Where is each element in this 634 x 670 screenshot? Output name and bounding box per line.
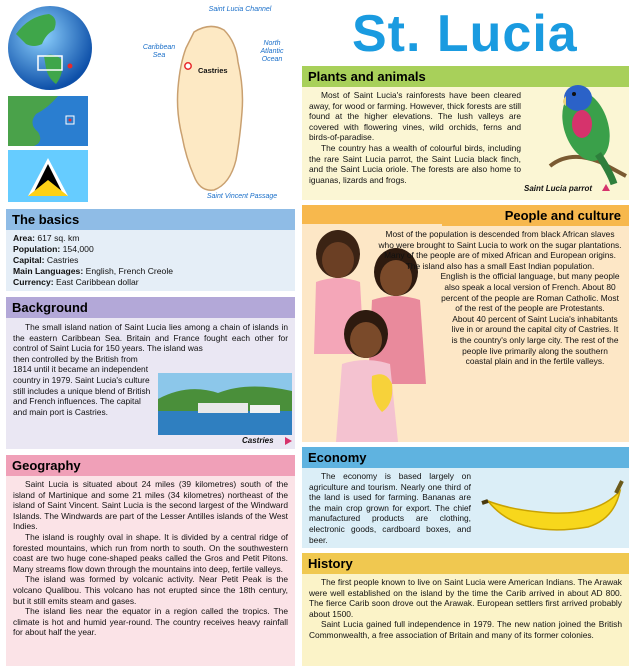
history-section xyxy=(302,553,629,666)
map-label-channel: Saint Lucia Channel xyxy=(208,6,272,13)
map-label-ocean: North Atlantic Ocean xyxy=(260,40,284,63)
geography-paragraph-1: Saint Lucia is situated about 24 miles (39 kilometres) south of the island of Martinique and some 21 miles (34 kilometres) northeast of the island of Saint Vincent. Saint Lucia is the second largest of the Windward Islands. The Windwards are part of the Lesser Antilles islands of the West Indies. xyxy=(13,479,288,532)
economy-heading: Economy xyxy=(302,447,629,468)
parrot-caption-pointer xyxy=(602,184,610,191)
geography-paragraph-4: The island lies near the equator in a region called the tropics. The climate is hot and humid year-round. The country receives heavy rainfall for about half the year. xyxy=(13,606,288,638)
plants-text xyxy=(302,87,528,189)
geography-paragraph-3: The island was formed by volcanic activity. Near Petit Peak is the volcano Qualibou. This volcano has not erupted since the 18th century, but it still emits steam and gases. xyxy=(13,574,288,606)
plants-heading: Plants and animals xyxy=(302,66,629,87)
flag-image xyxy=(8,150,88,202)
banana-image xyxy=(478,461,626,545)
basics-row: Currency: East Caribbean dollar xyxy=(13,277,139,287)
castries-caption-pointer xyxy=(285,437,292,445)
people-paragraph-1: Most of the population is descended from black African slaves who were brought to Saint Lucia to work on the sugar plantations. Many of the people are of mixed African and European origins. The island also has a small East Indian population. xyxy=(378,229,622,271)
economy-text xyxy=(302,468,478,548)
background-paragraph-1a: The small island nation of Saint Lucia lies among a chain of islands in the eastern Caribbean Sea. Britain and France fought each other for control of Saint Lucia for 150 years. The island was xyxy=(13,322,288,354)
plants-paragraph-1: Most of Saint Lucia's rainforests have been cleared away, for wood or farming. However, thick forests are still found at the higher elevations. The lush valleys are covered with flowering vines, wild orchids, ferns and birds-of-paradise. xyxy=(309,90,521,143)
economy-paragraph-1: The economy is based largely on agriculture and tourism. Nearly one third of the land is used for farming. Bananas are the main crop grown for export. The chief manufactured products are clothing, electronic goods, cardboard boxes, and beer. xyxy=(309,471,471,545)
geography-section xyxy=(6,455,295,666)
geography-paragraph-2: The island is roughly oval in shape. It is divided by a central ridge of forested mountains, which run from north to south. On the southwestern coast are two huge cone-shaped peaks called the Gros and Petit Pitons. Many streams flow down through the mountains into deep, fertile valleys. xyxy=(13,531,288,574)
plants-paragraph-2: The country has a wealth of colourful birds, including the rare Saint Lucia parrot, the Saint Lucia black finch, and the Saint Lucia oriole. The forests are also home to iguanas, lizards and frogs. xyxy=(309,142,521,185)
parrot-image xyxy=(530,66,629,186)
basics-row: Capital: Castries xyxy=(13,255,79,265)
history-paragraph-2: Saint Lucia gained full independence in 1979. The new nation joined the British Commonwealth, a free association of Britain and many of its former colonies. xyxy=(309,619,622,640)
geography-heading: Geography xyxy=(6,455,295,476)
basics-row: Population: 154,000 xyxy=(13,244,94,254)
economy-section xyxy=(302,447,629,548)
page-title: St. Lucia xyxy=(352,5,578,63)
background-section xyxy=(6,297,295,449)
people-paragraph-2: English is the official language, but many people also speak a local version of French. About 80 percent of the people are Roman Catholic. Most of the rest of the people are Protestants. xyxy=(440,271,620,314)
region-map xyxy=(8,96,88,146)
map-label-sea: Caribbean Sea xyxy=(142,44,176,59)
people-paragraph-3: About 40 percent of Saint Lucia's inhabitants live in or around the capital city of Castries. It is the country's only large city. The rest of the people live primarily along the southern coastal plain and in the fertile valleys. xyxy=(451,313,619,367)
basics-row: Area: 617 sq. km xyxy=(13,233,80,243)
basics-list xyxy=(6,230,295,291)
castries-caption: Castries xyxy=(242,436,274,445)
castries-photo xyxy=(158,373,292,435)
people-text xyxy=(372,227,628,369)
people-heading: People and culture xyxy=(302,205,629,226)
plants-section xyxy=(302,66,629,200)
basics-heading: The basics xyxy=(6,209,295,230)
basics-row: Main Languages: English, French Creole xyxy=(13,266,174,276)
island-map xyxy=(140,8,300,204)
background-paragraph-1b: then controlled by the British from 1814 until it became an independent country in 1979. Saint Lucia's culture still includes a unique blend of British and French influences. The capital and main port is Castries. xyxy=(13,353,151,417)
basics-section xyxy=(6,209,295,291)
globe-image xyxy=(4,4,96,92)
history-text xyxy=(302,574,629,645)
map-label-passage: Saint Vincent Passage xyxy=(206,193,278,200)
parrot-caption: Saint Lucia parrot xyxy=(524,184,593,193)
map-label-capital: Castries xyxy=(198,66,228,75)
geography-text xyxy=(6,476,295,642)
history-heading: History xyxy=(302,553,629,574)
background-heading: Background xyxy=(6,297,295,318)
history-paragraph-1: The first people known to live on Saint Lucia were American Indians. The Arawak were well established on the island by the time the Carib arrived in about AD 800. The fierce Carib soon drove out the Arawak. European settlers first arrived probably about 1500. xyxy=(309,577,622,619)
